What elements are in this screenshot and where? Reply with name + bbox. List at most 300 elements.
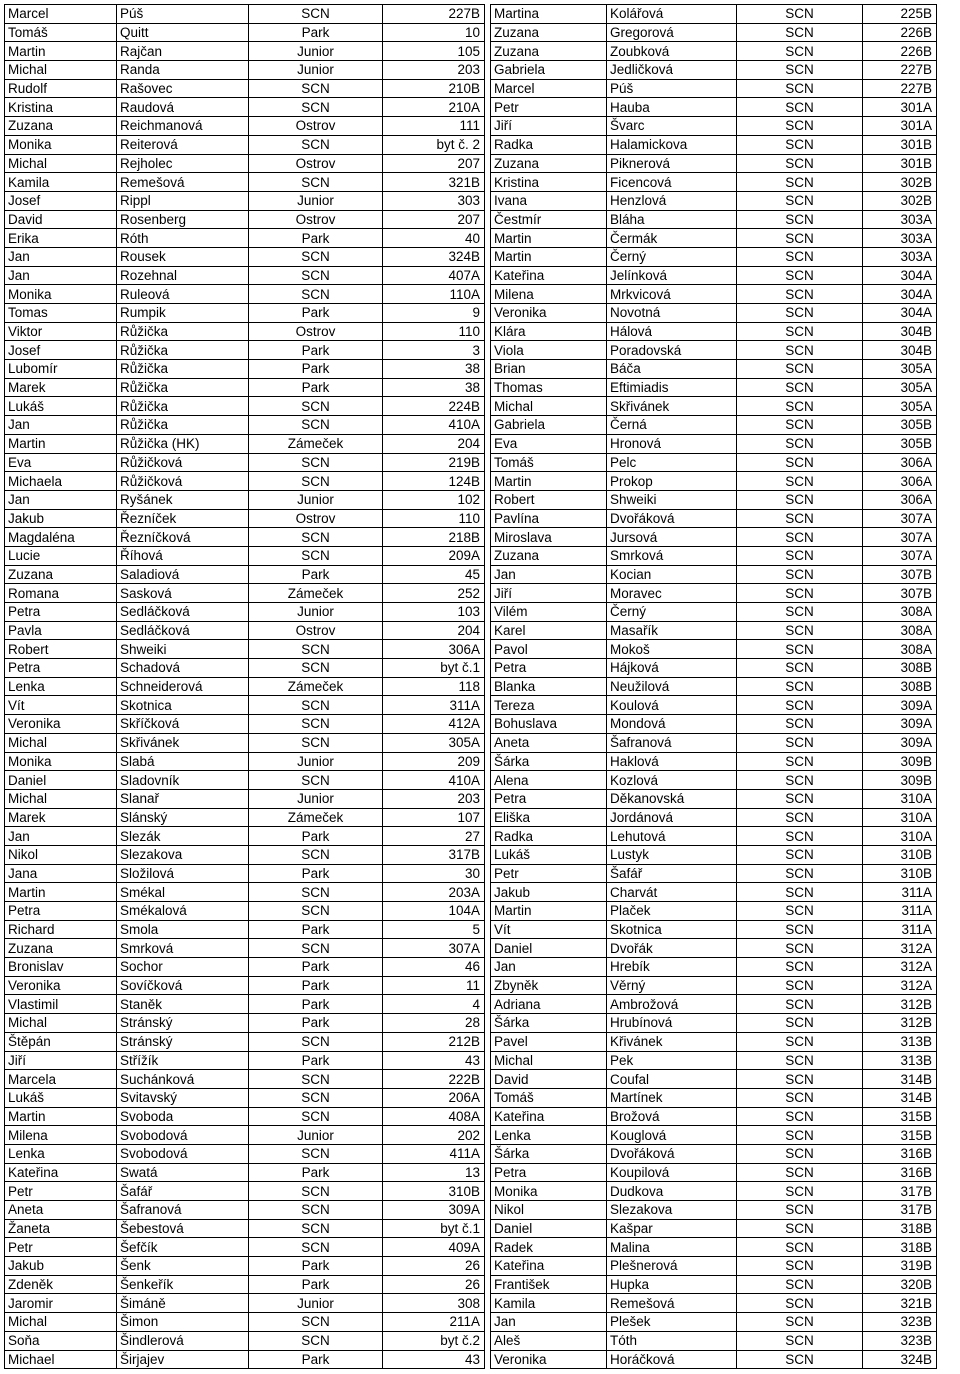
building-cell: SCN <box>249 640 383 659</box>
first-name-cell: Eliška <box>491 808 607 827</box>
building-cell: SCN <box>249 1144 383 1163</box>
last-name-cell: Skřivánek <box>607 397 737 416</box>
table-row <box>491 565 937 584</box>
building-cell: SCN <box>737 266 863 285</box>
table-row <box>5 939 485 958</box>
table-row <box>5 509 485 528</box>
table-row <box>491 322 937 341</box>
table-row <box>5 696 485 715</box>
table-row <box>491 640 937 659</box>
first-name-cell: Zuzana <box>491 23 607 42</box>
building-cell: SCN <box>249 397 383 416</box>
room-cell: 302B <box>863 173 937 192</box>
room-cell: 110 <box>383 509 485 528</box>
last-name-cell: Haklová <box>607 752 737 771</box>
last-name-cell: Slabá <box>117 752 249 771</box>
building-cell: Zámeček <box>249 434 383 453</box>
last-name-cell: Řezníčková <box>117 528 249 547</box>
table-row <box>491 117 937 136</box>
building-cell: Park <box>249 304 383 323</box>
first-name-cell: Marcel <box>5 5 117 24</box>
table-row <box>491 603 937 622</box>
room-cell: 203A <box>383 883 485 902</box>
room-cell: 309A <box>863 715 937 734</box>
last-name-cell: Růžičková <box>117 453 249 472</box>
last-name-cell: Šefčík <box>117 1238 249 1257</box>
last-name-cell: Hupka <box>607 1275 737 1294</box>
room-cell: 206A <box>383 1088 485 1107</box>
last-name-cell: Raudová <box>117 98 249 117</box>
room-cell: 307B <box>863 584 937 603</box>
last-name-cell: Širjajev <box>117 1350 249 1369</box>
table-row <box>5 621 485 640</box>
room-cell: 317B <box>863 1201 937 1220</box>
first-name-cell: Daniel <box>491 939 607 958</box>
first-name-cell: Daniel <box>5 771 117 790</box>
table-row <box>5 304 485 323</box>
first-name-cell: Michal <box>5 789 117 808</box>
table-row <box>5 472 485 491</box>
building-cell: Zámeček <box>249 808 383 827</box>
room-cell: 408A <box>383 1107 485 1126</box>
table-row <box>5 490 485 509</box>
first-name-cell: Kristina <box>5 98 117 117</box>
first-name-cell: Michael <box>5 1350 117 1369</box>
building-cell: Junior <box>249 42 383 61</box>
table-row <box>5 1238 485 1257</box>
building-cell: SCN <box>249 266 383 285</box>
table-row <box>491 229 937 248</box>
first-name-cell: Michal <box>491 397 607 416</box>
table-row <box>491 976 937 995</box>
first-name-cell: David <box>491 1070 607 1089</box>
building-cell: SCN <box>737 752 863 771</box>
table-row <box>491 1163 937 1182</box>
building-cell: SCN <box>249 939 383 958</box>
table-row <box>5 1275 485 1294</box>
room-cell: 46 <box>383 958 485 977</box>
first-name-cell: Vít <box>491 920 607 939</box>
last-name-cell: Novotná <box>607 304 737 323</box>
first-name-cell: Jan <box>491 958 607 977</box>
table-row <box>491 378 937 397</box>
building-cell: SCN <box>737 154 863 173</box>
building-cell: Ostrov <box>249 154 383 173</box>
room-cell: 410A <box>383 771 485 790</box>
first-name-cell: Michal <box>5 1313 117 1332</box>
first-name-cell: Rudolf <box>5 79 117 98</box>
table-row <box>5 322 485 341</box>
building-cell: SCN <box>737 453 863 472</box>
building-cell: Ostrov <box>249 509 383 528</box>
room-cell: 307A <box>863 528 937 547</box>
last-name-cell: Složilová <box>117 864 249 883</box>
first-name-cell: Martin <box>5 1107 117 1126</box>
last-name-cell: Stránský <box>117 1014 249 1033</box>
last-name-cell: Věrný <box>607 976 737 995</box>
first-name-cell: Brian <box>491 360 607 379</box>
last-name-cell: Jursová <box>607 528 737 547</box>
table-row <box>5 61 485 80</box>
table-row <box>491 341 937 360</box>
room-cell: 301A <box>863 117 937 136</box>
table-row <box>5 416 485 435</box>
table-row <box>5 808 485 827</box>
table-row <box>491 1238 937 1257</box>
table-row <box>5 1182 485 1201</box>
first-name-cell: Martin <box>491 247 607 266</box>
last-name-cell: Ficencová <box>607 173 737 192</box>
first-name-cell: Zbyněk <box>491 976 607 995</box>
last-name-cell: Svobodová <box>117 1126 249 1145</box>
building-cell: SCN <box>249 1238 383 1257</box>
room-cell: 209 <box>383 752 485 771</box>
last-name-cell: Sovíčková <box>117 976 249 995</box>
building-cell: SCN <box>249 472 383 491</box>
table-row <box>5 995 485 1014</box>
last-name-cell: Růžička <box>117 341 249 360</box>
table-row <box>491 98 937 117</box>
room-cell: 38 <box>383 360 485 379</box>
first-name-cell: Kamila <box>5 173 117 192</box>
building-cell: SCN <box>737 1070 863 1089</box>
table-row <box>491 1331 937 1350</box>
building-cell: SCN <box>737 5 863 24</box>
building-cell: Junior <box>249 752 383 771</box>
room-cell: 309A <box>383 1201 485 1220</box>
last-name-cell: Horáčková <box>607 1350 737 1369</box>
table-row <box>5 154 485 173</box>
first-name-cell: Adriana <box>491 995 607 1014</box>
building-cell: Junior <box>249 490 383 509</box>
building-cell: SCN <box>737 229 863 248</box>
last-name-cell: Sasková <box>117 584 249 603</box>
room-cell: 204 <box>383 621 485 640</box>
first-name-cell: Tomáš <box>5 23 117 42</box>
building-cell: SCN <box>737 883 863 902</box>
room-cell: 323B <box>863 1313 937 1332</box>
building-cell: SCN <box>249 1182 383 1201</box>
room-cell: 306A <box>863 490 937 509</box>
last-name-cell: Púš <box>607 79 737 98</box>
table-row <box>5 1070 485 1089</box>
first-name-cell: Jakub <box>5 509 117 528</box>
table-row <box>491 1107 937 1126</box>
last-name-cell: Smola <box>117 920 249 939</box>
table-row <box>5 266 485 285</box>
first-name-cell: Petr <box>491 98 607 117</box>
table-row <box>491 472 937 491</box>
first-name-cell: Martina <box>491 5 607 24</box>
first-name-cell: Petra <box>491 789 607 808</box>
table-row <box>491 1294 937 1313</box>
left-residents-table <box>4 4 484 1369</box>
building-cell: SCN <box>737 603 863 622</box>
building-cell: SCN <box>737 715 863 734</box>
room-cell: 312A <box>863 958 937 977</box>
last-name-cell: Děkanovská <box>607 789 737 808</box>
building-cell: SCN <box>249 173 383 192</box>
first-name-cell: Magdaléna <box>5 528 117 547</box>
building-cell: SCN <box>737 677 863 696</box>
room-cell: 321B <box>383 173 485 192</box>
last-name-cell: Brožová <box>607 1107 737 1126</box>
building-cell: SCN <box>737 173 863 192</box>
last-name-cell: Růžičková <box>117 472 249 491</box>
last-name-cell: Plaček <box>607 902 737 921</box>
last-name-cell: Šimon <box>117 1313 249 1332</box>
first-name-cell: Lubomír <box>5 360 117 379</box>
table-row <box>491 1032 937 1051</box>
first-name-cell: Radek <box>491 1238 607 1257</box>
first-name-cell: Viktor <box>5 322 117 341</box>
room-cell: 28 <box>383 1014 485 1033</box>
table-row <box>491 1070 937 1089</box>
last-name-cell: Púš <box>117 5 249 24</box>
first-name-cell: Martin <box>5 434 117 453</box>
room-cell: 45 <box>383 565 485 584</box>
room-cell: 311A <box>383 696 485 715</box>
last-name-cell: Randa <box>117 61 249 80</box>
building-cell: SCN <box>737 42 863 61</box>
first-name-cell: Petra <box>491 659 607 678</box>
room-cell: 227B <box>383 5 485 24</box>
first-name-cell: Gabriela <box>491 61 607 80</box>
room-cell: 27 <box>383 827 485 846</box>
table-row <box>5 229 485 248</box>
first-name-cell: Michal <box>5 1014 117 1033</box>
last-name-cell: Stránský <box>117 1032 249 1051</box>
first-name-cell: Monika <box>491 1182 607 1201</box>
building-cell: Ostrov <box>249 322 383 341</box>
room-cell: 312B <box>863 1014 937 1033</box>
last-name-cell: Slánský <box>117 808 249 827</box>
last-name-cell: Suchánková <box>117 1070 249 1089</box>
building-cell: SCN <box>737 191 863 210</box>
last-name-cell: Rajčan <box>117 42 249 61</box>
building-cell: SCN <box>737 696 863 715</box>
room-cell: 227B <box>863 61 937 80</box>
last-name-cell: Růžička <box>117 322 249 341</box>
table-row <box>491 1144 937 1163</box>
room-cell: 310B <box>863 845 937 864</box>
building-cell: SCN <box>737 621 863 640</box>
first-name-cell: Michaela <box>5 472 117 491</box>
room-cell: 219B <box>383 453 485 472</box>
building-cell: SCN <box>249 1070 383 1089</box>
last-name-cell: Šimáně <box>117 1294 249 1313</box>
building-cell: SCN <box>737 472 863 491</box>
table-row <box>491 1014 937 1033</box>
room-cell: 225B <box>863 5 937 24</box>
table-row <box>491 135 937 154</box>
first-name-cell: Lenka <box>5 1144 117 1163</box>
last-name-cell: Rašovec <box>117 79 249 98</box>
building-cell: Ostrov <box>249 210 383 229</box>
table-row <box>5 677 485 696</box>
first-name-cell: Petra <box>5 902 117 921</box>
first-name-cell: Jan <box>491 565 607 584</box>
last-name-cell: Saladiová <box>117 565 249 584</box>
last-name-cell: Ryšánek <box>117 490 249 509</box>
table-row <box>491 584 937 603</box>
room-cell: 317B <box>863 1182 937 1201</box>
room-cell: 118 <box>383 677 485 696</box>
first-name-cell: Gabriela <box>491 416 607 435</box>
last-name-cell: Báča <box>607 360 737 379</box>
room-cell: byt č. 2 <box>383 135 485 154</box>
room-cell: 304A <box>863 304 937 323</box>
last-name-cell: Róth <box>117 229 249 248</box>
building-cell: SCN <box>249 845 383 864</box>
first-name-cell: David <box>5 210 117 229</box>
room-cell: 320B <box>863 1275 937 1294</box>
table-row <box>491 453 937 472</box>
room-cell: 310B <box>383 1182 485 1201</box>
last-name-cell: Neužilová <box>607 677 737 696</box>
first-name-cell: Ivana <box>491 191 607 210</box>
table-row <box>5 1088 485 1107</box>
table-row <box>491 696 937 715</box>
room-cell: 9 <box>383 304 485 323</box>
first-name-cell: Marek <box>5 378 117 397</box>
building-cell: SCN <box>249 247 383 266</box>
building-cell: SCN <box>737 1313 863 1332</box>
building-cell: SCN <box>737 23 863 42</box>
building-cell: Junior <box>249 603 383 622</box>
room-cell: 305B <box>863 416 937 435</box>
last-name-cell: Říhová <box>117 546 249 565</box>
building-cell: SCN <box>737 584 863 603</box>
room-cell: 319B <box>863 1257 937 1276</box>
room-cell: 308B <box>863 677 937 696</box>
room-cell: 107 <box>383 808 485 827</box>
first-name-cell: Lucie <box>5 546 117 565</box>
first-name-cell: František <box>491 1275 607 1294</box>
last-name-cell: Kolářová <box>607 5 737 24</box>
first-name-cell: Aneta <box>5 1201 117 1220</box>
room-cell: 303A <box>863 247 937 266</box>
last-name-cell: Skříčková <box>117 715 249 734</box>
building-cell: SCN <box>737 360 863 379</box>
table-row <box>5 453 485 472</box>
table-row <box>5 5 485 24</box>
first-name-cell: Jan <box>5 490 117 509</box>
last-name-cell: Skotnica <box>607 920 737 939</box>
room-cell: 407A <box>383 266 485 285</box>
table-row <box>5 1051 485 1070</box>
first-name-cell: Petra <box>5 603 117 622</box>
last-name-cell: Černý <box>607 247 737 266</box>
building-cell: SCN <box>737 976 863 995</box>
building-cell: Park <box>249 229 383 248</box>
table-row <box>491 659 937 678</box>
first-name-cell: Viola <box>491 341 607 360</box>
room-cell: 314B <box>863 1070 937 1089</box>
last-name-cell: Dvořák <box>607 939 737 958</box>
last-name-cell: Křivánek <box>607 1032 737 1051</box>
table-row <box>5 1257 485 1276</box>
room-cell: 313B <box>863 1032 937 1051</box>
first-name-cell: Romana <box>5 584 117 603</box>
last-name-cell: Dudkova <box>607 1182 737 1201</box>
table-row <box>491 210 937 229</box>
first-name-cell: Nikol <box>5 845 117 864</box>
first-name-cell: Monika <box>5 285 117 304</box>
first-name-cell: Zuzana <box>491 546 607 565</box>
last-name-cell: Šenk <box>117 1257 249 1276</box>
room-cell: 210A <box>383 98 485 117</box>
building-cell: Park <box>249 1014 383 1033</box>
room-cell: 310B <box>863 864 937 883</box>
room-cell: 305B <box>863 434 937 453</box>
room-cell: 203 <box>383 789 485 808</box>
first-name-cell: Jaromir <box>5 1294 117 1313</box>
table-row <box>5 864 485 883</box>
first-name-cell: Zuzana <box>5 565 117 584</box>
room-cell: 3 <box>383 341 485 360</box>
first-name-cell: Martin <box>491 472 607 491</box>
last-name-cell: Ruleová <box>117 285 249 304</box>
last-name-cell: Slezakova <box>607 1201 737 1220</box>
room-cell: 308A <box>863 621 937 640</box>
table-row <box>5 789 485 808</box>
room-cell: 110A <box>383 285 485 304</box>
last-name-cell: Charvát <box>607 883 737 902</box>
last-name-cell: Dvořáková <box>607 509 737 528</box>
building-cell: Ostrov <box>249 621 383 640</box>
last-name-cell: Růžička (HK) <box>117 434 249 453</box>
building-cell: Park <box>249 995 383 1014</box>
table-row <box>491 1257 937 1276</box>
last-name-cell: Halamickova <box>607 135 737 154</box>
room-cell: 124B <box>383 472 485 491</box>
building-cell: Ostrov <box>249 117 383 136</box>
building-cell: SCN <box>737 827 863 846</box>
last-name-cell: Hauba <box>607 98 737 117</box>
first-name-cell: Martin <box>491 229 607 248</box>
first-name-cell: Zuzana <box>491 42 607 61</box>
room-cell: 307A <box>383 939 485 958</box>
last-name-cell: Smékalová <box>117 902 249 921</box>
last-name-cell: Šindlerová <box>117 1331 249 1350</box>
first-name-cell: Marcela <box>5 1070 117 1089</box>
table-row <box>491 61 937 80</box>
room-cell: 312B <box>863 995 937 1014</box>
first-name-cell: Jan <box>5 247 117 266</box>
first-name-cell: Petr <box>5 1182 117 1201</box>
first-name-cell: Zuzana <box>5 939 117 958</box>
table-row <box>5 752 485 771</box>
first-name-cell: Robert <box>5 640 117 659</box>
table-row <box>5 715 485 734</box>
first-name-cell: Karel <box>491 621 607 640</box>
room-cell: byt č.1 <box>383 659 485 678</box>
room-cell: 307A <box>863 546 937 565</box>
room-cell: 316B <box>863 1163 937 1182</box>
building-cell: SCN <box>737 995 863 1014</box>
building-cell: Zámeček <box>249 584 383 603</box>
table-row <box>5 1163 485 1182</box>
room-cell: 303A <box>863 229 937 248</box>
table-row <box>5 210 485 229</box>
last-name-cell: Staněk <box>117 995 249 1014</box>
table-row <box>5 1126 485 1145</box>
table-row <box>5 640 485 659</box>
first-name-cell: Jan <box>5 266 117 285</box>
room-cell: 308A <box>863 603 937 622</box>
first-name-cell: Petra <box>491 1163 607 1182</box>
